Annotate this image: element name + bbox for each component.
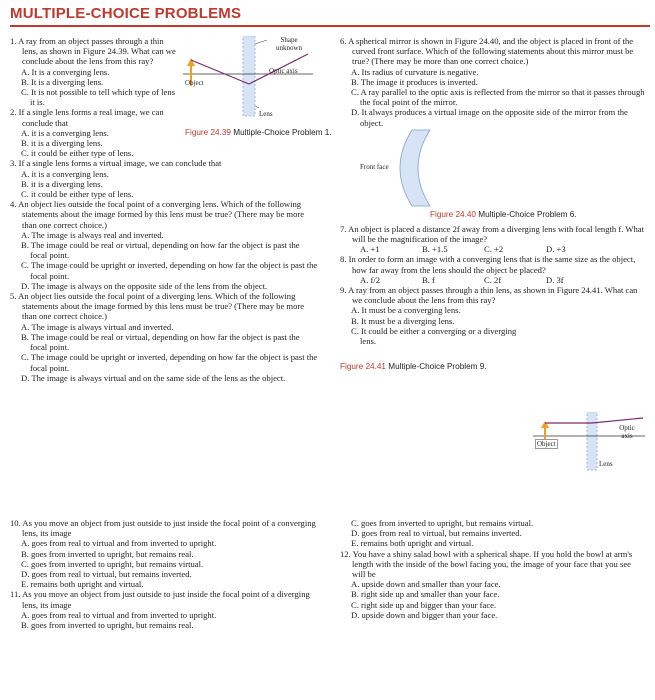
object-label: Object: [185, 79, 204, 87]
object-label: Object: [537, 440, 556, 448]
option-b[interactable]: B. right side up and smaller than your face.: [351, 589, 500, 600]
option-a[interactable]: A. Its radius of curvature is negative.: [351, 66, 479, 77]
option-b[interactable]: B. goes from inverted to upright, but remains real.: [21, 620, 194, 631]
question-11-continued: [340, 518, 646, 549]
object-arrowhead-icon: [541, 421, 549, 428]
figure-caption-text: Multiple-Choice Problem 1.: [233, 128, 332, 137]
option-a[interactable]: A. goes from real to virtual and from inverted to upright.: [21, 538, 217, 549]
option-d[interactable]: D. +3: [546, 244, 566, 255]
option-c[interactable]: C. It could be either a converging or a diverging lens.: [351, 325, 517, 347]
option-a[interactable]: A. +1: [360, 244, 380, 255]
option-d[interactable]: D. The image is always on the opposite side of the lens from the object.: [21, 280, 268, 291]
figure-caption-text: Multiple-Choice Problem 9.: [388, 362, 487, 372]
option-b[interactable]: B. The image it produces is inverted.: [351, 76, 478, 87]
option-b[interactable]: B. The image could be real or virtual, depending on how far the object is past the focal point.: [21, 240, 300, 261]
option-a[interactable]: A. The image is always real and inverted.: [21, 229, 164, 240]
question-text: 1. A ray from an object passes through a thin lens, as shown in Figure 24.39. What can we conclude about the lens from this ray?: [10, 36, 176, 67]
question-text: 11. As you move an object from just outside to just inside the focal point of a diverging lens, its image: [10, 589, 310, 610]
figure-caption-text: Multiple-Choice Problem 6.: [478, 209, 577, 219]
question-10: [10, 518, 318, 589]
question-4: [10, 199, 318, 291]
question-3: [10, 158, 318, 199]
question-9: [340, 285, 646, 346]
option-d[interactable]: D. upside down and bigger than your face.: [351, 609, 498, 620]
question-text: 9. A ray from an object passes through a thin lens, as shown in Figure 24.41. What can we conclude about the lens from this ray?: [340, 285, 638, 306]
page-title: MULTIPLE-CHOICE PROBLEMS: [10, 5, 242, 22]
question-text: 2. If a single lens forms a real image, we can conclude that: [10, 107, 164, 128]
question-6: [340, 36, 646, 128]
option-d[interactable]: D. The image is always virtual and on the same side of the lens as the object.: [21, 372, 286, 383]
question-text: 8. In order to form an image with a converging lens that is the same size as the object, how far away from the lens should the object be placed?: [340, 254, 636, 275]
right-column: [340, 36, 646, 372]
option-b[interactable]: B. +1.5: [422, 244, 448, 255]
title-rule: [10, 25, 650, 27]
question-8: [340, 254, 646, 285]
option-d[interactable]: D. 3f: [546, 274, 564, 285]
option-c[interactable]: C. +2: [484, 244, 504, 255]
option-d[interactable]: D. It always produces a virtual image on the opposite side of the mirror from the object.: [351, 107, 628, 128]
option-c[interactable]: C. A ray parallel to the optic axis is reflected from the mirror so that it passes through the focal point of the mirror.: [351, 87, 645, 108]
option-b[interactable]: B. It must be a diverging lens.: [351, 315, 455, 326]
spherical-mirror: [400, 130, 430, 206]
optic-axis-label: Optic axis: [269, 67, 298, 75]
option-a[interactable]: A. f/2: [360, 274, 381, 285]
options-row: [340, 275, 646, 285]
figure-number: Figure 24.41: [340, 362, 386, 372]
figure-number: Figure 24.39: [185, 128, 231, 137]
options-row: [340, 244, 646, 254]
question-5: [10, 291, 318, 383]
question-text: 10. As you move an object from just outside to just inside the focal point of a converging lens, its image: [10, 518, 316, 539]
figure-24-41-caption: [340, 362, 646, 372]
lens-label: Lens: [599, 460, 613, 468]
shape-unknown-label: Shape unknown: [275, 36, 303, 52]
option-c[interactable]: C. goes from inverted to upright, but remains virtual.: [21, 558, 204, 569]
left-column: [10, 36, 318, 383]
option-a[interactable]: A. upside down and smaller than your face.: [351, 579, 501, 590]
option-c[interactable]: C. it could be either type of lens.: [21, 148, 134, 159]
question-text: 3. If a single lens forms a virtual image, we can conclude that: [10, 158, 222, 169]
bottom-right-column: [340, 518, 646, 620]
option-c[interactable]: C. The image could be upright or inverted, depending on how far the object is past the focal point.: [21, 260, 318, 281]
option-a[interactable]: A. it is a converging lens.: [21, 168, 109, 179]
option-c[interactable]: C. 2f: [484, 274, 502, 285]
option-c[interactable]: C. goes from inverted to upright, but remains virtual.: [351, 518, 534, 528]
option-d[interactable]: D. goes from real to virtual, but remains inverted.: [351, 528, 522, 539]
optic-axis-label: Optic axis: [619, 424, 635, 440]
question-12: [340, 549, 646, 620]
question-text: 12. You have a shiny salad bowl with a spherical shape. If you hold the bowl at arm's length with the inside of the bowl facing you, the image of your face that you see will be: [340, 548, 633, 580]
option-b[interactable]: B. it is a diverging lens.: [21, 138, 103, 149]
option-b[interactable]: B. It is a diverging lens.: [21, 76, 104, 87]
option-e[interactable]: E. remains both upright and virtual.: [351, 538, 474, 549]
option-a[interactable]: A. it is a converging lens.: [21, 127, 109, 138]
question-1: [10, 36, 180, 107]
question-2: [10, 107, 180, 158]
option-a[interactable]: A. It is a converging lens.: [21, 66, 110, 77]
lens-shape: [587, 412, 597, 470]
lens-label: Lens: [259, 110, 273, 118]
question-text: 5. An object lies outside the focal point of a diverging lens. Which of the following statements about the image formed by this lens must be true? (There may be more than one correct choice.): [10, 291, 305, 322]
question-text: 6. A spherical mirror is shown in Figure 24.40, and the object is placed in front of the curved front surface. Which of the following statements about this mirror must be true? (There may be more than one correct choice.): [340, 36, 634, 67]
question-11: [10, 589, 318, 630]
refracted-ray: [592, 418, 643, 423]
question-7: [340, 224, 646, 255]
option-c[interactable]: C. right side up and bigger than your face.: [351, 599, 497, 610]
bottom-left-column: [10, 518, 318, 630]
option-d[interactable]: D. goes from real to virtual, but remains inverted.: [21, 569, 192, 580]
option-a[interactable]: A. It must be a converging lens.: [351, 305, 461, 316]
figure-24-41: [533, 412, 648, 476]
figure-24-40: [340, 128, 646, 224]
option-c[interactable]: C. it could be either type of lens.: [21, 189, 134, 200]
question-text: 4. An object lies outside the focal point of a converging lens. Which of the following statements about the image formed by this lens must be true? (There may be more than one correct choice.): [10, 199, 305, 230]
option-c[interactable]: C. It is not possible to tell which type of lens it is.: [21, 87, 175, 108]
option-a[interactable]: A. The image is always virtual and inverted.: [21, 321, 174, 332]
figure-number: Figure 24.40: [430, 209, 476, 219]
front-face-label: Front face: [360, 162, 389, 171]
option-e[interactable]: E. remains both upright and virtual.: [21, 579, 144, 590]
option-b[interactable]: B. The image could be real or virtual, depending on how far the object is past the focal point.: [21, 331, 300, 353]
option-b[interactable]: B. f: [422, 274, 435, 285]
option-b[interactable]: B. it is a diverging lens.: [21, 178, 103, 189]
question-text: 7. An object is placed a distance 2f away from a diverging lens with focal length f. What will be the magnification of the image?: [340, 223, 644, 245]
option-b[interactable]: B. goes from inverted to upright, but remains real.: [21, 548, 194, 559]
figure-24-40-caption: [430, 210, 577, 220]
option-a[interactable]: A. goes from real to virtual and from inverted to upright.: [21, 609, 217, 620]
option-c[interactable]: C. The image could be upright or inverted, depending on how far the object is past the focal point.: [21, 352, 318, 373]
